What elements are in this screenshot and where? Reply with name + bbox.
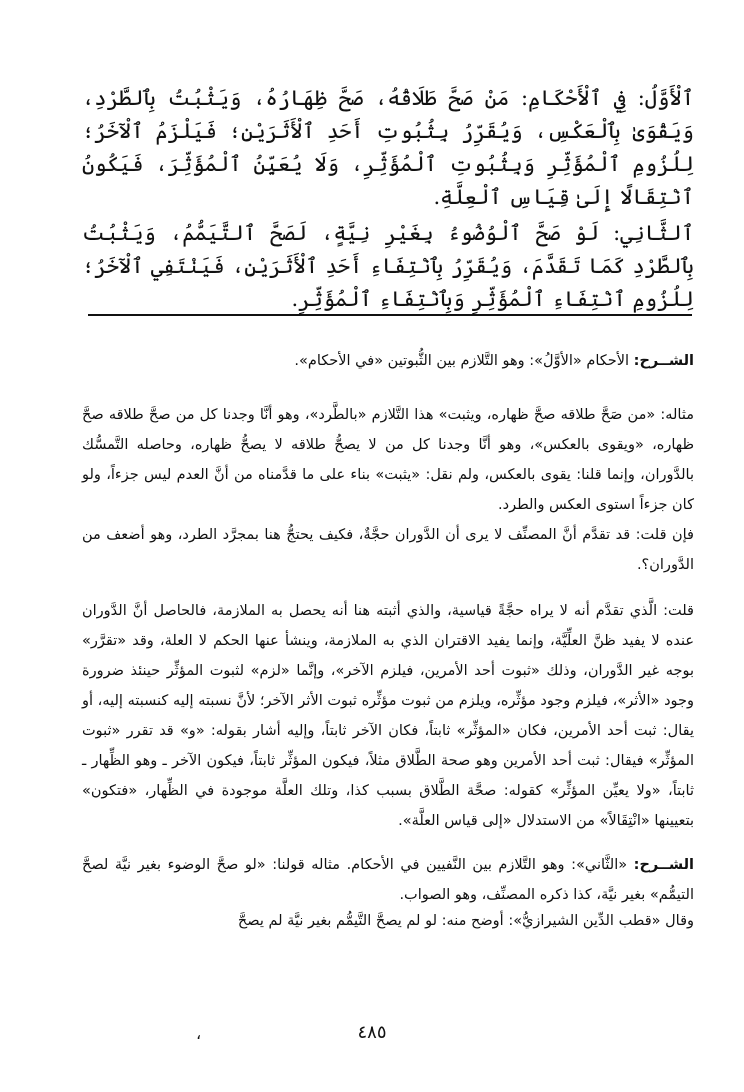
sharh-text: «الثَّاني»: وهو التَّلازم بين النَّفيين في الأحكام. مثاله قولنا: «لو صحَّ الوضوء بغير نيَّة لصحَّ التيمُّم» بغير نيَّة، كذا ذكره المصنِّف، وهو الصواب. [82,857,694,903]
sharh-paragraph-5 [82,850,694,910]
sharh-paragraph-4: قلت: الَّذي تقدَّم أنه لا يراه حجَّةً قياسية، والذي أثبته هنا أنه يحصل به الملازمة، فالحاصل أنَّ الدَّوران عنده لا يفيد ظنَّ العلِّيَّة، وإنما يفيد الاقتران الذي به الملازمة، وينشأ عنها الحكم لا العلة، وقد «تقرَّر» بوجه غير الدَّوران، وذلك «ثبوت أحد الأمرين، فيلزم الآخر»، وإنَّما «لزم» لثبوت المؤثِّر حينئذ ضرورة وجود «الأثر»، فيلزم وجود مؤثِّره، ويلزم من ثبوت مؤثِّره ثبوت الأثر الآخر؛ لأنَّ نسبته إليه كنسبته إليه، أو يقال: ثبت أحد الأمرين، فكان «المؤثِّر» ثابتاً، فكان الآخر ثابتاً، وإليه أشار بقوله: «و» قد تقرر «ثبوت المؤثِّر» فيقال: ثبت أحد الأمرين وهو صحة الطَّلاق مثلاً، فيكون المؤثِّر ثابتاً، فيكون الآخر ـ وهو الظِّهار ـ ثابتاً، «ولا يعيِّن المؤثِّر» كقوله: صحَّة الطَّلاق بسبب كذا، وتلك العلَّة موجودة في الظِّهار، «فتكون» بتعيينها «انْتِقَالاً» من الاستدلال «إلى قياس العلَّة». [82,603,694,829]
divider-rule [88,314,692,316]
sharh-label: الشــرح: [633,857,694,873]
sharh-text: الأحكام «الأوَّلُ»: وهو التَّلازم بين الثُّبوتين «في الأحكام». [294,353,634,369]
sharh-paragraph-6: وقال «قطب الدِّين الشيرازيُّ»: أوضح منه: لو لم يصحَّ التَّيمُّم بغير نيَّة لم يصحَّ [237,913,694,929]
matn-paragraph-second: ٱلثَّانِي: لَوْ صَحَّ ٱلْوُضُوءُ بِغَيْرِ نِيَّةٍ، لَصَحَّ ٱلتَّيَمُّمُ، وَيَثْبُتُ بِٱلطَّرْدِ كَمَا تَقَدَّمَ، وَيُقَرِّرُ بِٱنْتِفَاءِ أَحَدِ ٱلْأَثَرَيْنِ، فَيَنْتَفِي ٱلْآخَرُ؛ لِلُزُومِ ٱنْتِفَاءِ ٱلْمُؤَثِّرِ وَبِٱنْتِفَاءِ ٱلْمُؤَثِّرِ. [82,221,694,311]
stray-mark: ، [196,1024,202,1043]
page-number: ٤٨٥ [357,1022,387,1043]
matn-paragraph-first: ٱلْأَوَّلُ: فِي ٱلْأَحْكَامِ: مَنْ صَحَّ طَلَاقُهُ، صَحَّ ظِهَارُهُ، وَيَثْبُتُ بِٱلطَّرْدِ، وَيَقْوَىٰ بِٱلْعَكْسِ، وَيُقَرِّرُ بِثُبُوتِ أَحَدِ ٱلْأَثَرَيْنِ؛ فَيَلْزَمُ ٱلْآخَرُ؛ لِلُزُومِ ٱلْمُؤَثِّرِ وَبِثُبُوتِ ٱلْمُؤَثِّرِ، وَلَا يُعَيِّنُ ٱلْمُؤَثِّرَ، فَيَكُونُ ٱنْتِقَالًا إِلَىٰ قِيَاسِ ٱلْعِلَّةِ. [82,86,694,209]
sharh-paragraph-2: مثاله: «من صَحَّ طلاقه صحَّ ظهاره، ويثبت» هذا التَّلازم «بالطَّرد»، وهو أنَّا وجدنا كل من صحَّ طلاقه صحَّ ظهاره، «ويقوى بالعكس»، وهو أنَّا وجدنا كل من لا يصحُّ طلاقه لا يصحُّ ظهاره، وحاصله التَّمسُّك بالدَّوران، وإنما قلنا: يقوى بالعكس، ولم نقل: «يثبت» بناء على ما قدَّمناه من أنَّ العدم ليس جزءاً، ولو كان جزءاً استوى العكس والطرد. [82,407,694,513]
sharh-paragraph-3: فإن قلت: قد تقدَّم أنَّ المصنِّف لا يرى أن الدَّوران حجَّةٌ، فكيف يحتجُّ هنا بمجرَّد الطرد، وهو أضعف من الدَّوران؟. [82,527,694,573]
sharh-label: الشــرح: [633,353,694,369]
sharh-paragraph-1 [82,346,694,376]
